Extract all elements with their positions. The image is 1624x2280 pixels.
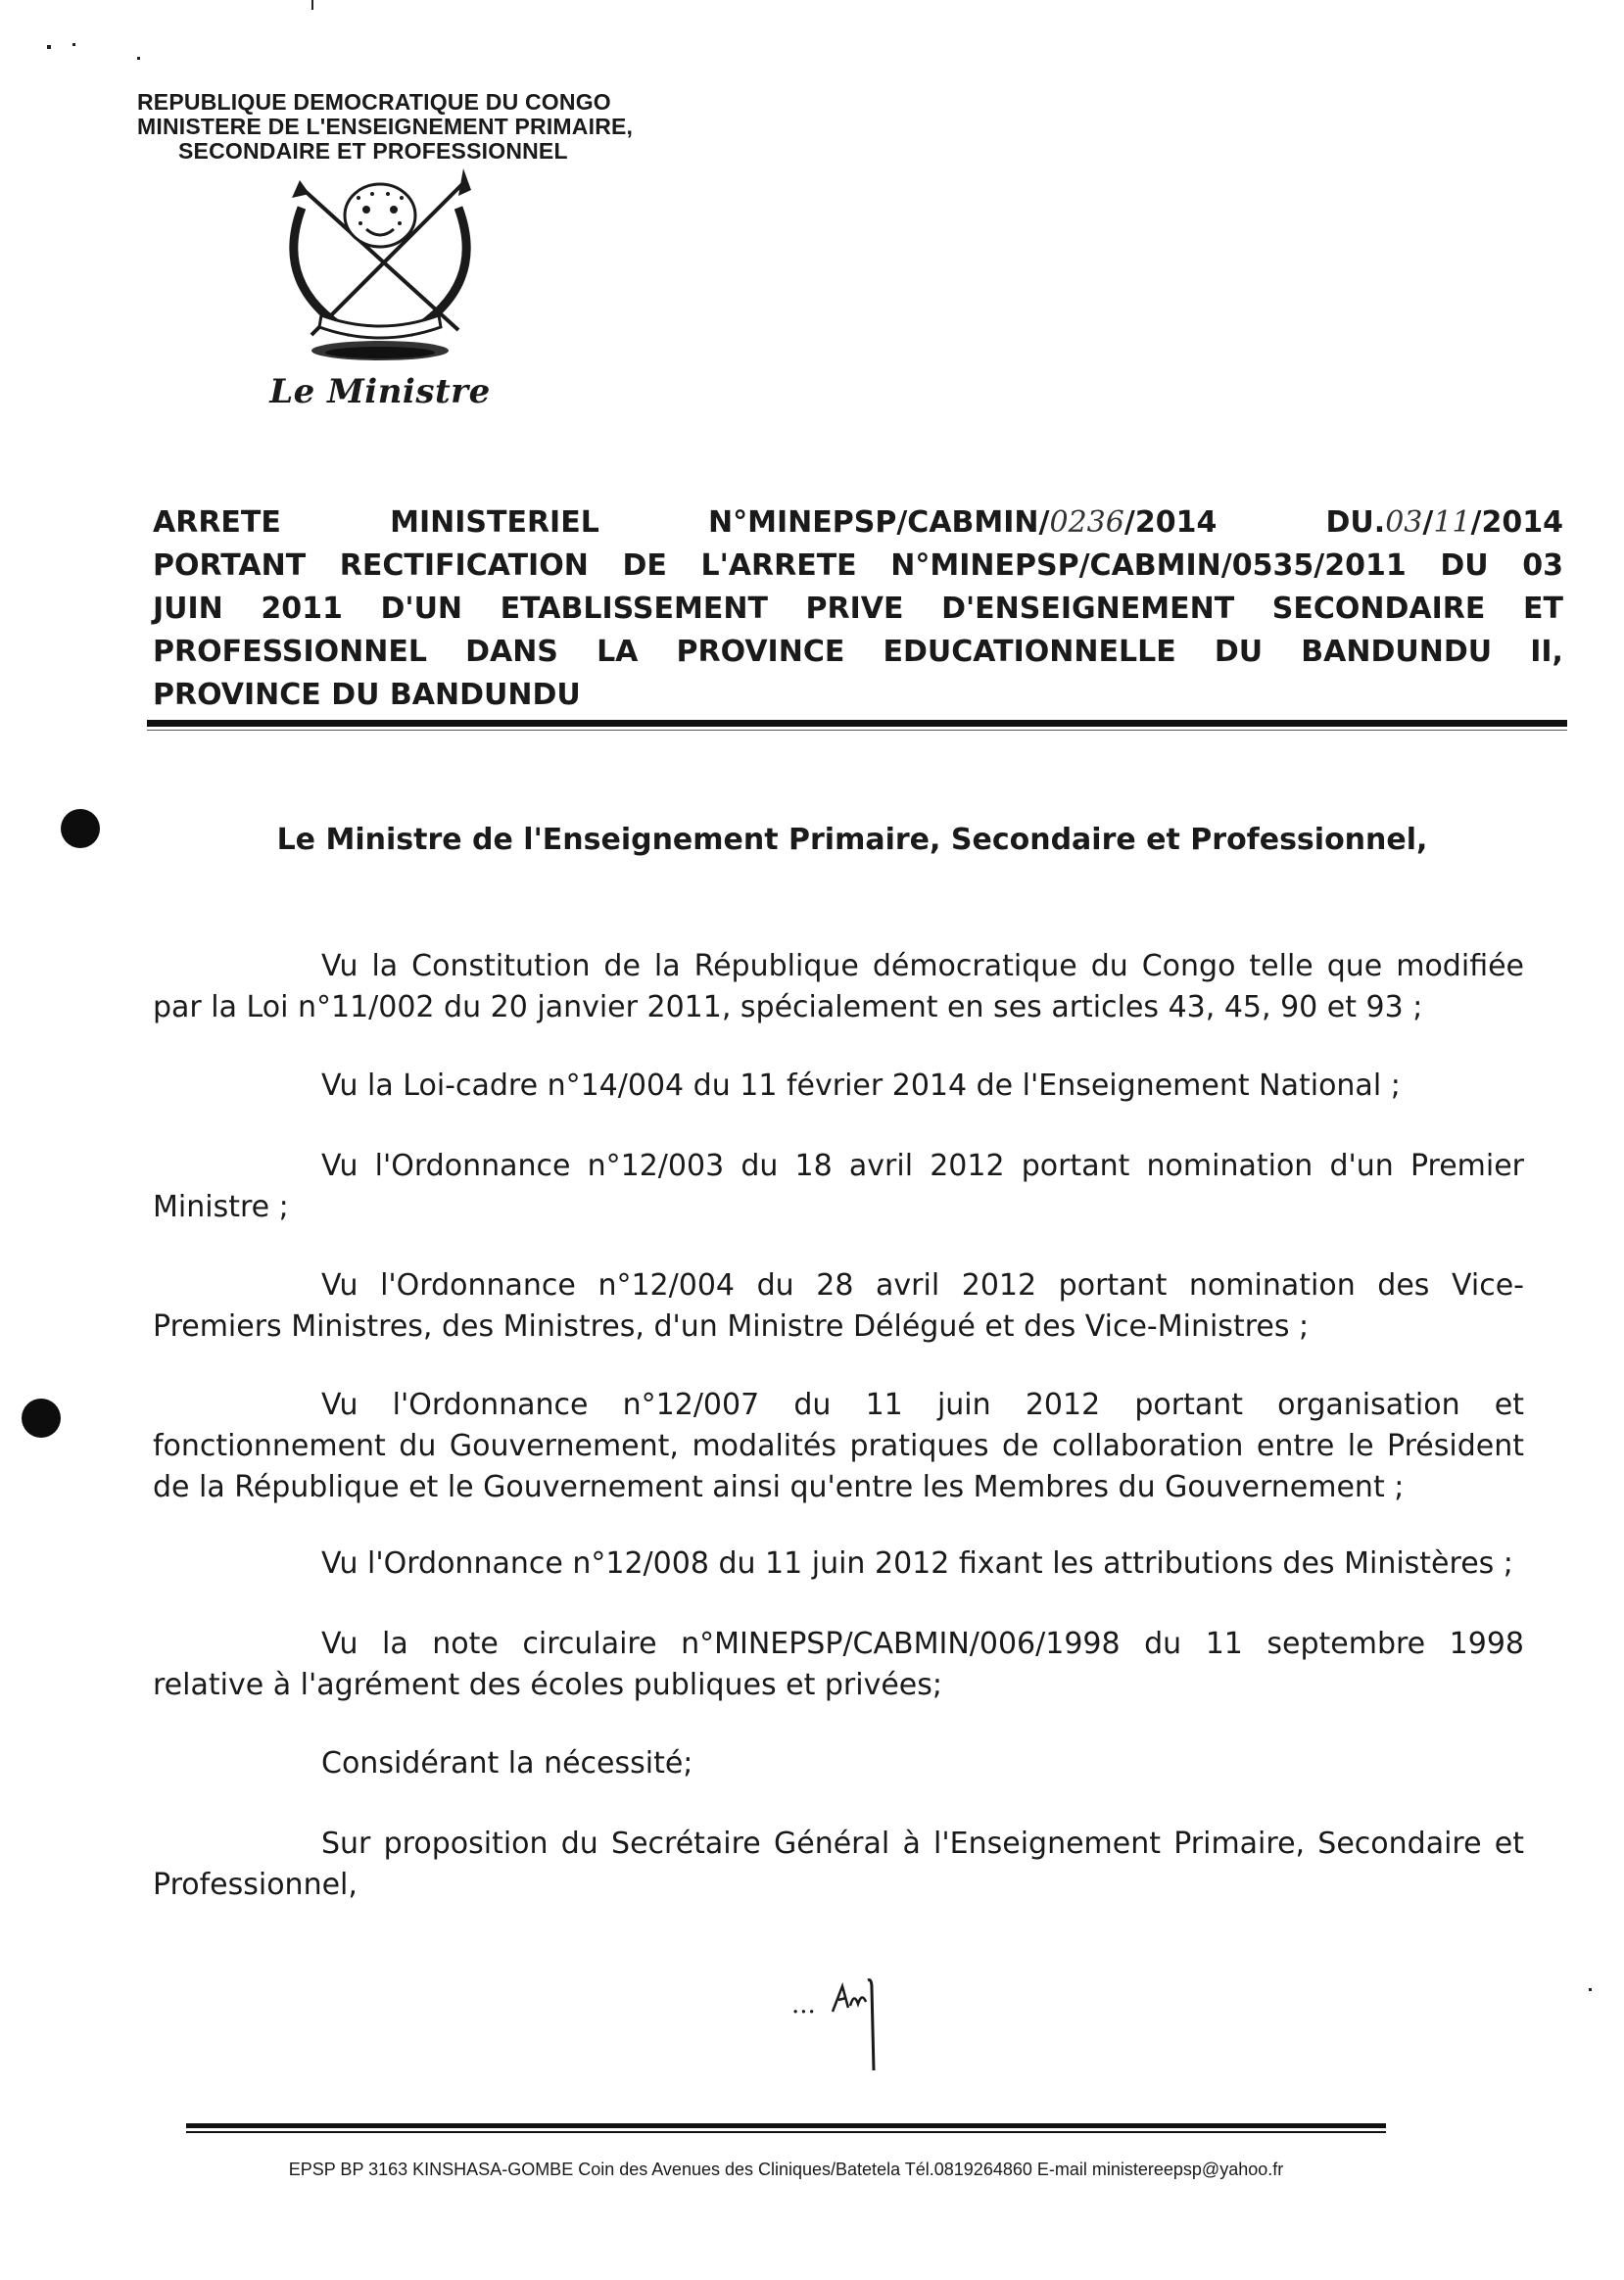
recital-paragraph: Considérant la nécessité;: [321, 1746, 693, 1781]
decree-date: DU.03/11/2014: [1325, 505, 1563, 540]
punch-hole: [61, 809, 100, 848]
recital-paragraph: Vu la Constitution de la République démocratique du Congo telle que modifiée par la Loi n°11/002 du 20 janvier 2011, spécialement en ses articles 43, 45, 90 et 93 ;: [153, 949, 1524, 1024]
title-word: D'UN: [380, 592, 463, 626]
title-line-5: [153, 674, 1563, 717]
handwritten-initials-icon: [829, 1969, 897, 2076]
footer-divider-thin: [186, 2131, 1386, 2133]
title-line-4: [153, 631, 1563, 674]
signatory-title: Le Ministre: [269, 372, 491, 411]
footer-address: EPSP BP 3163 KINSHASA-GOMBE Coin des Avenues des Cliniques/Batetela Tél.0819264860 E-mail ministereepsp@yahoo.fr: [288, 2160, 1284, 2179]
recital-paragraph: Vu la Loi-cadre n°14/004 du 11 février 2014 de l'Enseignement National ;: [321, 1069, 1401, 1103]
continuation-dots: ...: [791, 1990, 816, 2019]
title-word: II,: [1530, 635, 1563, 669]
recital-paragraph: Vu l'Ordonnance n°12/004 du 28 avril 2012 portant nomination des Vice-Premiers Ministres, des Ministres, d'un Ministre Délégué et des Vice-Ministres ;: [153, 1268, 1524, 1344]
ministry-name-line1: MINISTERE DE L'ENSEIGNEMENT PRIMAIRE,: [137, 114, 634, 139]
title-word: JUIN: [153, 592, 223, 626]
title-word: N°MINEPSP/CABMIN/0535/2011: [890, 548, 1407, 583]
title-word: PORTANT: [153, 548, 307, 583]
handwritten-month: 11: [1433, 505, 1471, 540]
title-word: EDUCATIONNELLE: [883, 635, 1176, 669]
title-line-3: [153, 588, 1563, 631]
recital-paragraph: Sur proposition du Secrétaire Général à l'Enseignement Primaire, Secondaire et Professionnel,: [153, 1827, 1524, 1902]
title-word: DE: [622, 548, 667, 583]
title-line-2: [153, 545, 1563, 588]
title-word: SECONDAIRE: [1271, 592, 1486, 626]
handwritten-day: 03: [1385, 505, 1423, 540]
title-word: DANS: [465, 635, 558, 669]
title-line-1: [153, 501, 1563, 545]
document-title: [153, 501, 1563, 717]
punch-hole: [22, 1399, 61, 1438]
title-word: ARRETE: [153, 505, 281, 540]
recital-paragraph: Vu l'Ordonnance n°12/008 du 11 juin 2012 fixant les attributions des Ministères ;: [321, 1546, 1513, 1581]
letterhead: [137, 90, 744, 164]
title-word: PROVINCE: [676, 635, 845, 669]
country-name: REPUBLIQUE DEMOCRATIQUE DU CONGO: [137, 89, 611, 115]
title-word: LA: [597, 635, 639, 669]
title-word: DU: [1214, 635, 1264, 669]
handwritten-number: 0236: [1049, 505, 1124, 540]
title-word: PROFESSIONNEL: [153, 635, 427, 669]
title-word: RECTIFICATION: [339, 548, 589, 583]
title-word: PROVINCE DU BANDUNDU: [153, 678, 581, 712]
title-word: PRIVE: [805, 592, 904, 626]
title-divider-thin: [147, 730, 1567, 731]
recital-paragraph: Vu l'Ordonnance n°12/003 du 18 avril 2012 portant nomination d'un Premier Ministre ;: [153, 1149, 1524, 1224]
recital-paragraph: Vu la note circulaire n°MINEPSP/CABMIN/006/1998 du 11 septembre 1998 relative à l'agrément des écoles publiques et privées;: [153, 1627, 1524, 1702]
footer-divider: [186, 2123, 1386, 2128]
title-word: DU: [1440, 548, 1489, 583]
title-word: ETABLISSEMENT: [500, 592, 768, 626]
minister-heading: Le Ministre de l'Enseignement Primaire, Secondaire et Professionnel,: [276, 823, 1428, 857]
title-word: ET: [1522, 592, 1563, 626]
title-divider: [147, 720, 1567, 727]
title-word: L'ARRETE: [700, 548, 857, 583]
recital-paragraph: Vu l'Ordonnance n°12/007 du 11 juin 2012 portant organisation et fonctionnement du Gouvernement, modalités pratiques de collaboration entre le Président de la République et le Gouvernement ainsi qu'entre les Membres du Gouvernement ;: [153, 1388, 1524, 1504]
title-word: 03: [1522, 548, 1563, 583]
coat-of-arms-icon: [263, 168, 498, 364]
title-word: BANDUNDU: [1301, 635, 1493, 669]
title-word: 2011: [261, 592, 343, 626]
ministry-name-line2: SECONDAIRE ET PROFESSIONNEL: [178, 138, 568, 164]
title-word: MINISTERIEL: [390, 505, 599, 540]
decree-number: N°MINEPSP/CABMIN/0236/2014: [708, 505, 1218, 540]
title-word: D'ENSEIGNEMENT: [941, 592, 1235, 626]
continuation-initials: [791, 1969, 909, 2076]
